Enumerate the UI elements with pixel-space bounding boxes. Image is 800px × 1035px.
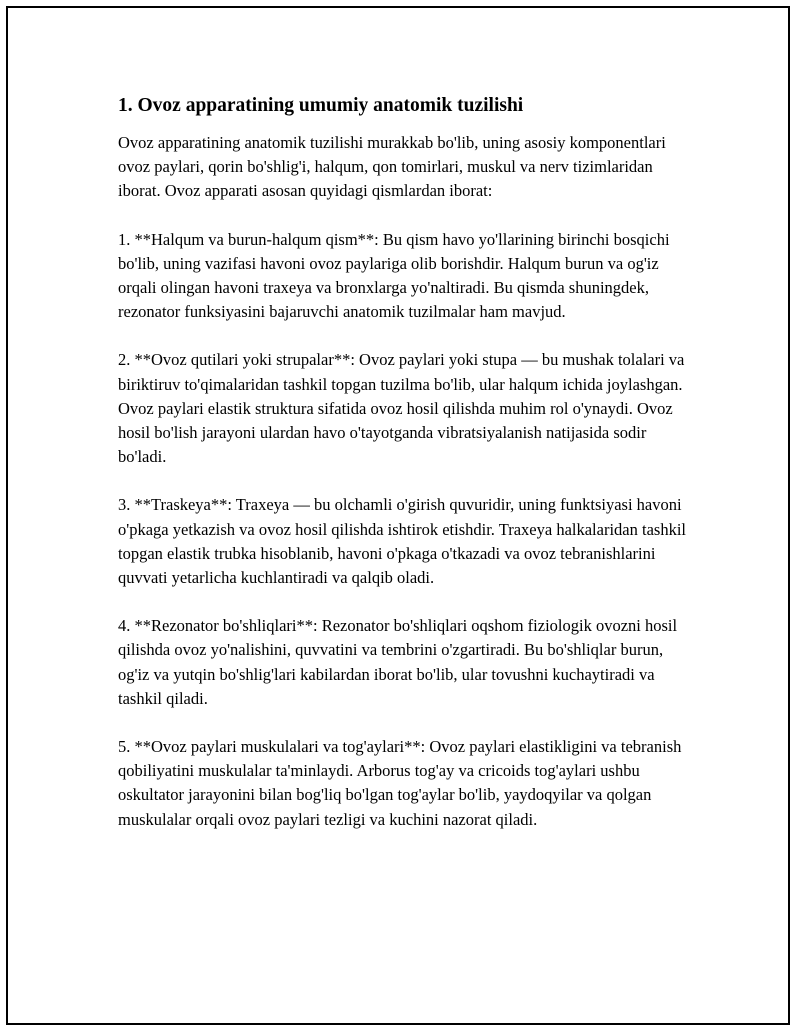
document-body [118, 93, 688, 856]
list-item-rezonator: 4. **Rezonator bo'shliqlari**: Rezonator bo'shliqlari oqshom fiziologik ovozni hosil qilishda ovoz yo'nalishini, quvvatini va tembrini o'zgartiradi. Bu bo'shliqlar burun, og'iz va yutqin bo'shlig'lari kabilardan iborat bo'lib, ular tovushni kuchaytiradi va tashkil qiladi. [118, 616, 678, 708]
section-heading: 1. Ovoz apparatining umumiy anatomik tuzilishi [118, 95, 524, 116]
list-item-halqum: 1. **Halqum va burun-halqum qism**: Bu qism havo yo'llarining birinchi bosqichi bo'lib, uning vazifasi havoni ovoz paylariga olib borishdir. Halqum burun va og'iz orqali olingan havoni traxeya va bronxlarga yo'naltiradi. Bu qismda shuningdek, rezonator funksiyasini bajaruvchi anatomik tuzilmalar ham mavjud. [118, 229, 670, 322]
list-item-ovoz-qutilari: 2. **Ovoz qutilari yoki strupalar**: Ovoz paylari yoki stupa — bu mushak tolalari va biriktiruv to'qimalaridan tashkil topgan tuzilma bo'lib, ular halqum ichida joylashgan. Ovoz paylari elastik struktura sifatida ovoz hosil qilishda muhim rol o'ynaydi. Ovoz hosil bo'lish jarayoni ulardan havo o'tayotganda vibratsiyalanish natijasida sodir bo'ladi. [118, 350, 685, 467]
intro-paragraph: Ovoz apparatining anatomik tuzilishi murakkab bo'lib, uning asosiy komponentlari ovoz paylari, qorin bo'shlig'i, halqum, qon tomirlari, muskul va nerv tizimlaridan iborat. Ovoz apparati asosan quyidagi qismlardan iborat: [118, 133, 666, 201]
list-item-traskeya: 3. **Traskeya**: Traxeya — bu olchamli o'girish quvuridir, uning funktsiyasi havoni o'pkaga yetkazish va ovoz hosil qilishda ishtirok etishdir. Traxeya halkalaridan tashkil topgan elastik trubka hisoblanib, havoni o'pkaga o'tkazadi va ovoz tebranishlarini quvvati yetarlicha kuchlantiradi va qalqib oladi. [118, 495, 686, 588]
list-item-muskulalar: 5. **Ovoz paylari muskulalari va tog'aylari**: Ovoz paylari elastikligini va tebranish qobiliyatini muskulalar ta'minlaydi. Arborus tog'ay va cricoids tog'aylari ushbu oskultator jarayonini bilan bog'liq bo'lgan tog'aylar bo'lib, yaydoqyilar va qolgan muskulalar orqali ovoz paylari tezligi va kuchini nazorat qiladi. [118, 737, 682, 829]
